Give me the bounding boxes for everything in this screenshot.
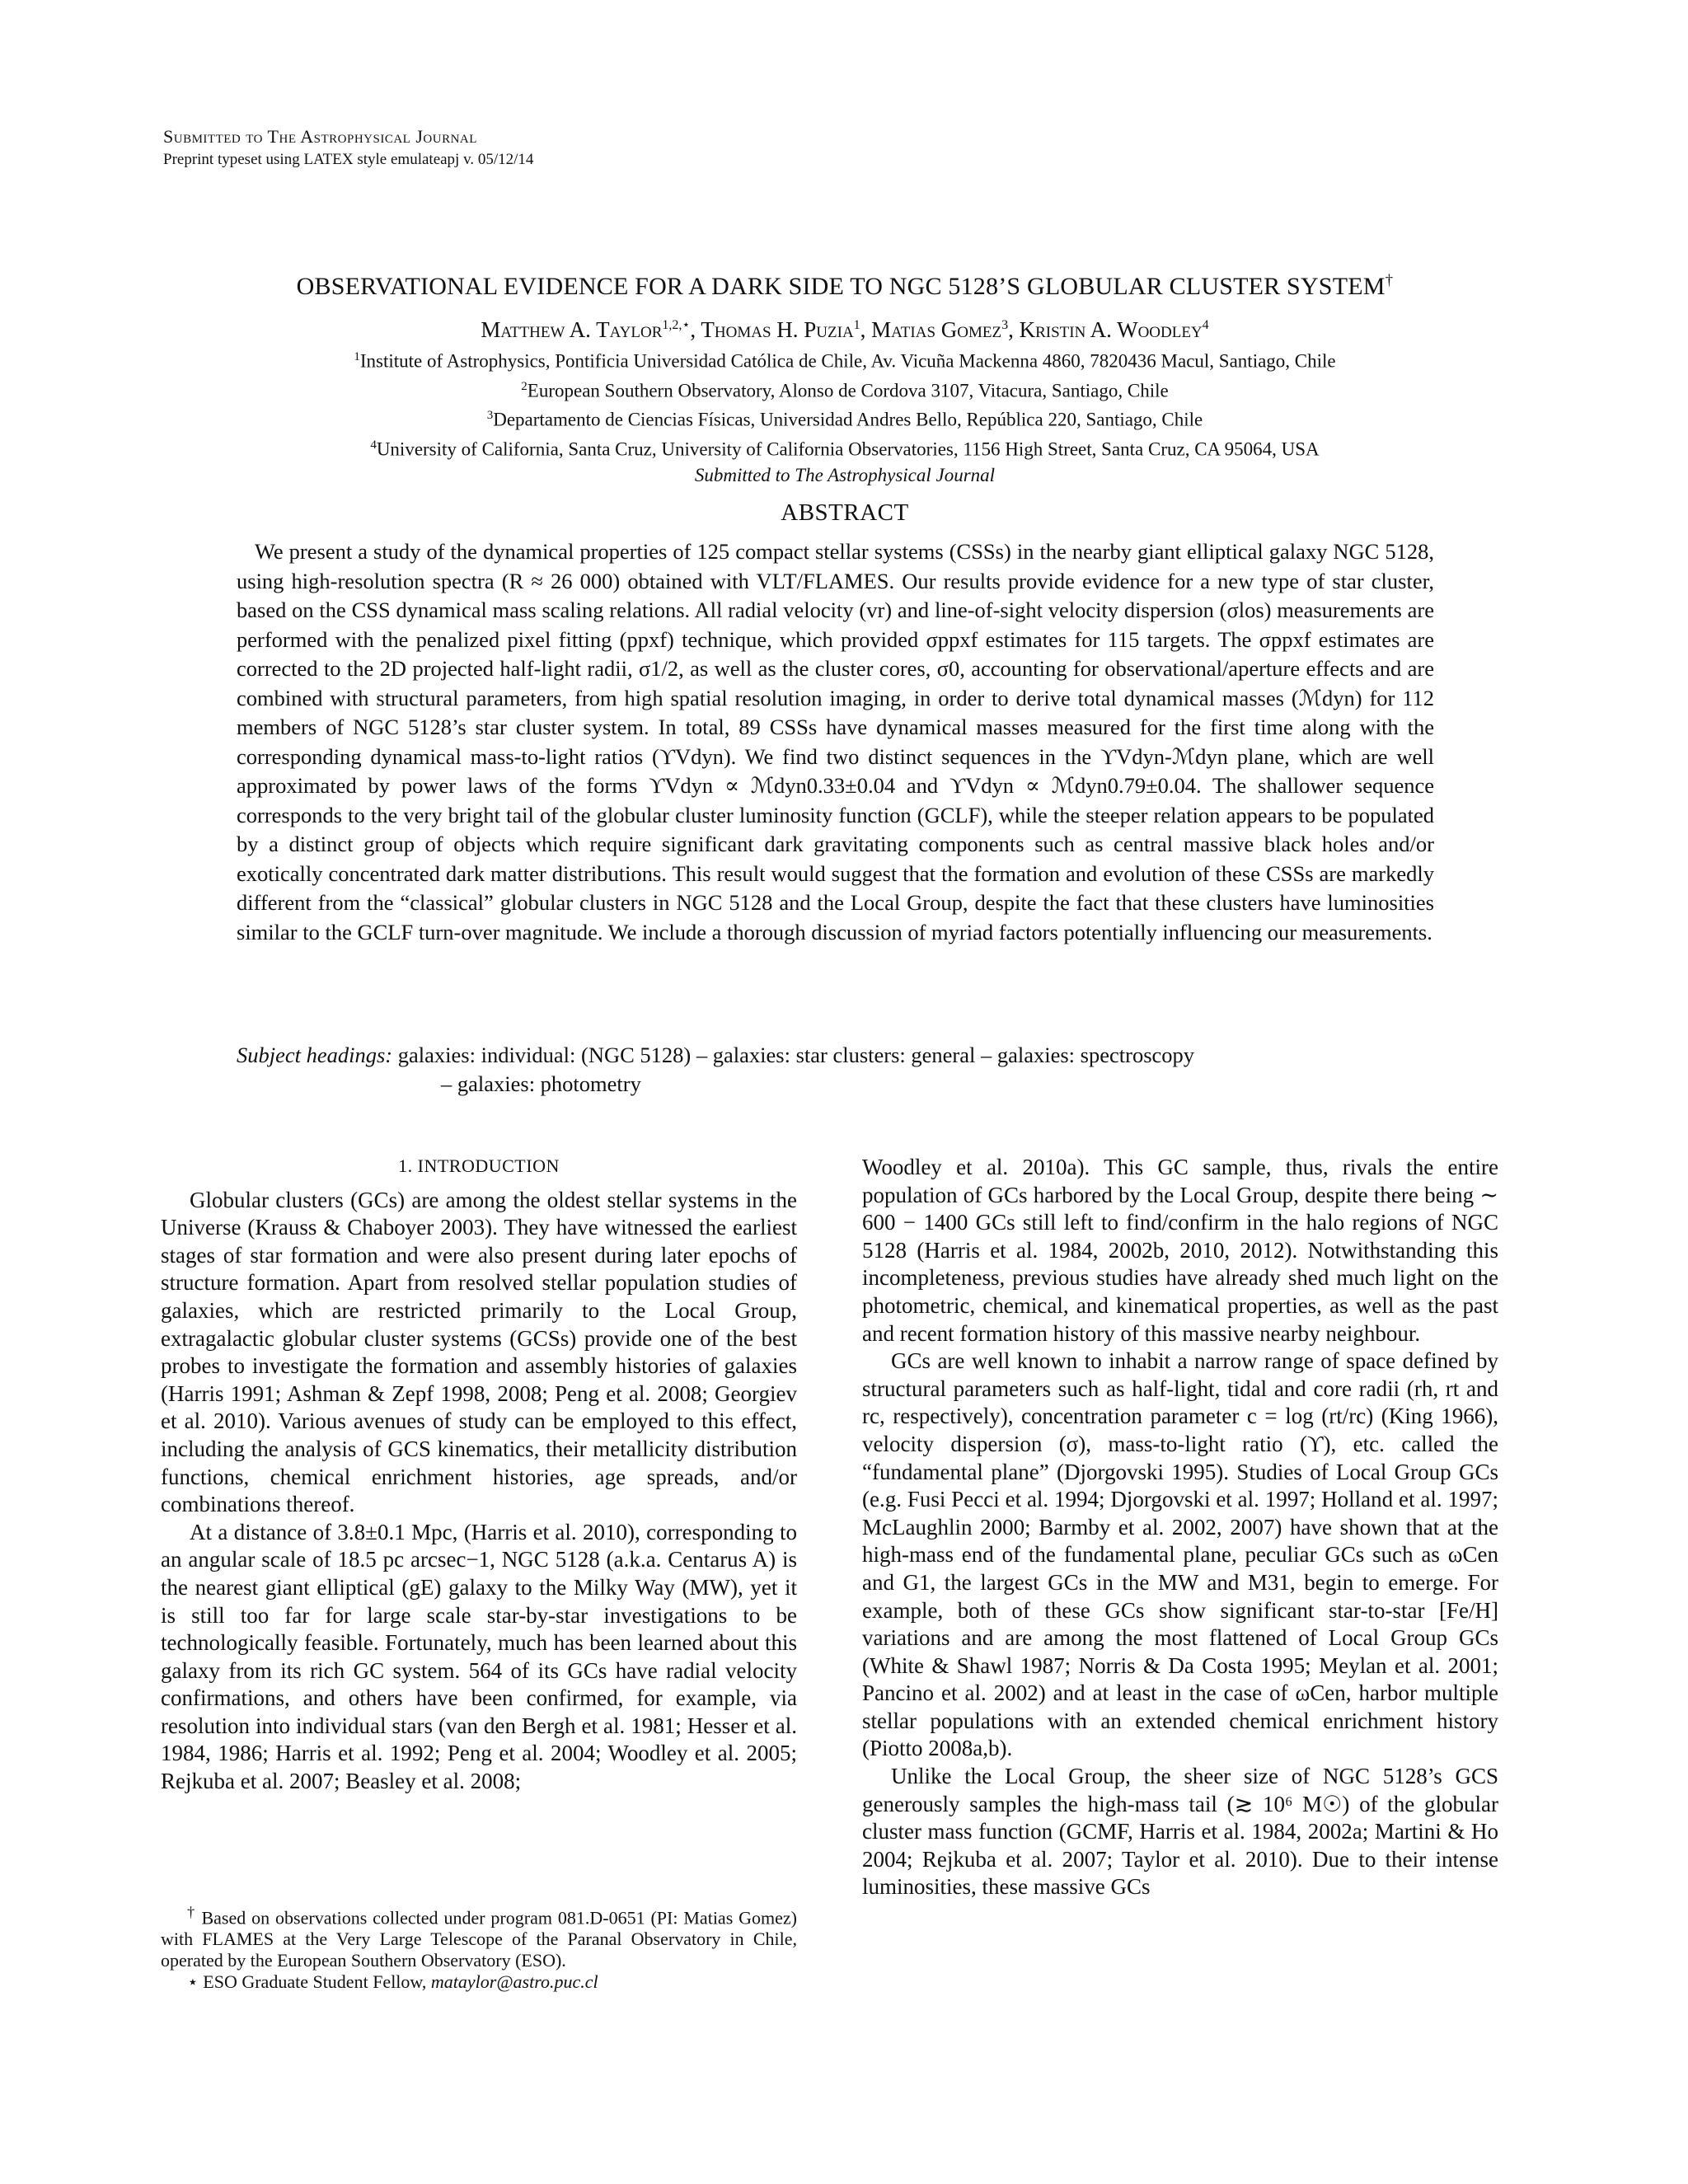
preprint-line: Preprint typeset using LATEX style emulateapj v. 05/12/14 bbox=[163, 151, 534, 168]
footnote-text: ESO Graduate Student Fellow, bbox=[203, 1971, 427, 1993]
footnotes bbox=[161, 1901, 797, 1993]
affiliation-text: Institute of Astrophysics, Pontificia Universidad Católica de Chile, Av. Vicuña Mackenna 4860, 7820436 Macul, Santiago, Chile bbox=[359, 350, 1336, 372]
journal-line: Submitted to The Astrophysical Journal bbox=[163, 126, 477, 147]
subject-headings-line1: galaxies: individual: (NGC 5128) – galaxies: star clusters: general – galaxies: spectroscopy bbox=[397, 1043, 1195, 1067]
body-paragraph: GCs are well known to inhabit a narrow range of space defined by structural parameters such as half-light, tidal and core radii (rh, rt and rc, respectively), concentration parameter c = log (rt/rc) (King 1966), velocity dispersion (σ), mass-to-light ratio (ϒ), etc. called the “fundamental plane” (Djorgovski 1995). Studies of Local Group GCs (e.g. Fusi Pecci et al. 1994; Djorgovski et al. 1997; Holland et al. 1997; McLaughlin 2000; Barmby et al. 2002, 2007) have shown that at the high-mass end of the fundamental plane, peculiar GCs such as ωCen and G1, the largest GCs in the MW and M31, begin to emerge. For example, both of these GCs show significant star-to-star [Fe/H] variations and are among the most flattened of Local Group GCs (White & Shawl 1987; Norris & Da Costa 1995; Meylan et al. 2001; Pancino et al. 2002) and at least in the case of ωCen, harbor multiple stellar populations with an extended chemical enrichment history (Piotto 2008a,b). bbox=[862, 1348, 1498, 1761]
body-paragraph: Woodley et al. 2010a). This GC sample, thus, rivals the entire population of GCs harbored by the Local Group, despite there being ∼ 600 − 1400 GCs still left to find/confirm in the halo regions of NGC 5128 (Harris et al. 1984, 2002b, 2010, 2012). Notwithstanding this incompleteness, previous studies have already shed much light on the photometric, chemical, and kinematical properties, as well as the past and recent formation history of this massive nearby neighbour. bbox=[862, 1155, 1498, 1346]
affiliation-number: 4 bbox=[370, 438, 377, 452]
affiliation-number: 1 bbox=[354, 350, 360, 363]
left-column bbox=[161, 1152, 797, 1796]
footnote-mark: ⋆ bbox=[187, 1971, 199, 1993]
affiliation-text: Departamento de Ciencias Físicas, Universidad Andres Bello, República 220, Santiago, Chile bbox=[493, 409, 1203, 430]
subject-headings bbox=[237, 1041, 1434, 1099]
abstract-heading: ABSTRACT bbox=[781, 499, 909, 526]
running-header bbox=[163, 125, 533, 171]
author-name: Matthew A. Taylor bbox=[481, 317, 663, 342]
author-affil-mark: 4 bbox=[1202, 318, 1209, 332]
affiliation bbox=[157, 403, 1533, 433]
author-name: Matias Gomez bbox=[871, 317, 1002, 342]
paper-title bbox=[157, 272, 1533, 301]
author-affil-mark: 1,2,⋆ bbox=[662, 318, 691, 332]
body-paragraph: At a distance of 3.8±0.1 Mpc, (Harris et al. 2010), corresponding to an angular scale of 18.5 pc arcsec−1, NGC 5128 (a.k.a. Centarus A) is the nearest giant elliptical (gE) galaxy to the Milky Way (MW), yet it is still too far for large scale star-by-star investigations to be technologically feasible. Fortunately, much has been learned about this galaxy from its rich GC system. 564 of its GCs have radial velocity confirmations, and others have been confirmed, for example, via resolution into individual stars (van den Bergh et al. 1981; Hesser et al. 1984, 1986; Harris et al. 1992; Peng et al. 2004; Woodley et al. 2005; Rejkuba et al. 2007; Beasley et al. 2008; bbox=[161, 1519, 797, 1794]
footnote-mark: † bbox=[187, 1904, 196, 1920]
author-affil-mark: 3 bbox=[1001, 318, 1009, 332]
affiliation bbox=[157, 433, 1533, 462]
body-paragraph: Globular clusters (GCs) are among the oldest stellar systems in the Universe (Krauss & Chaboyer 2003). They have witnessed the earliest stages of star formation and were also present during later epochs of structure formation. Apart from resolved stellar population studies of galaxies, which are restricted primarily to the Local Group, extragalactic globular cluster systems (GCSs) provide one of the best probes to investigate the formation and assembly histories of galaxies (Harris 1991; Ashman & Zepf 1998, 2008; Peng et al. 2008; Georgiev et al. 2010). Various avenues of study can be employed to this effect, including the analysis of GCS kinematics, their metallicity distribution functions, chemical enrichment histories, age spreads, and/or combinations thereof. bbox=[161, 1187, 797, 1517]
author-affil-mark: 1 bbox=[853, 318, 860, 332]
subject-headings-line2: – galaxies: photometry bbox=[441, 1071, 641, 1096]
affiliation-text: European Southern Observatory, Alonso de Cordova 3107, Vitacura, Santiago, Chile bbox=[527, 380, 1169, 401]
footnote bbox=[161, 1901, 797, 1971]
affiliation-number: 3 bbox=[486, 409, 494, 423]
author-name: Kristin A. Woodley bbox=[1019, 317, 1203, 342]
abstract-text: We present a study of the dynamical properties of 125 compact stellar systems (CSSs) in the nearby giant elliptical galaxy NGC 5128, using high-resolution spectra (R ≈ 26 000) obtained with VLT/FLAMES. Our results provide evidence for a new type of star cluster, based on the CSS dynamical mass scaling relations. All radial velocity (vr) and line-of-sight velocity dispersion (σlos) measurements are performed with the penalized pixel fitting (ppxf) technique, which provided σppxf estimates for 115 targets. The σppxf estimates are corrected to the 2D projected half-light radii, σ1/2, as well as the cluster cores, σ0, accounting for observational/aperture effects and are combined with structural parameters, from high spatial resolution imaging, in order to derive total dynamical masses (ℳdyn) for 112 members of NGC 5128’s star cluster system. In total, 89 CSSs have dynamical masses measured for the first time along with the corresponding dynamical mass-to-light ratios (ϒVdyn). We find two distinct sequences in the ϒVdyn-ℳdyn plane, which are well approximated by power laws of the forms ϒVdyn ∝ ℳdyn0.33±0.04 and ϒVdyn ∝ ℳdyn0.79±0.04. The shallower sequence corresponds to the very bright tail of the globular cluster luminosity function (GCLF), while the steeper relation appears to be populated by a distinct group of objects which require significant dark gravitating components such as central massive black holes and/or exotically concentrated dark matter distributions. This result would suggest that the formation and evolution of these CSSs are markedly different from the “classical” globular clusters in NGC 5128 and the Local Group, despite the fact that these clusters have luminosities similar to the GCLF turn-over magnitude. We include a thorough discussion of myriad factors potentially influencing our measurements. bbox=[237, 539, 1434, 944]
author-email: mataylor@astro.puc.cl bbox=[430, 1971, 598, 1993]
subject-headings-label: Subject headings: bbox=[237, 1043, 393, 1067]
abstract-body bbox=[237, 537, 1434, 947]
section-heading: 1. INTRODUCTION bbox=[398, 1155, 560, 1176]
right-column bbox=[862, 1154, 1498, 1901]
affiliation bbox=[157, 344, 1533, 374]
footnote bbox=[161, 1971, 797, 1993]
footnote-text: Based on observations collected under program 081.D-0651 (PI: Matias Gomez) with FLAMES at the Very Large Telescope of the Paranal Observatory in Chile, operated by the European Southern Observatory (ESO). bbox=[161, 1907, 798, 1971]
author-name: Thomas H. Puzia bbox=[701, 317, 854, 342]
submitted-note: Submitted to The Astrophysical Journal bbox=[694, 464, 996, 485]
affiliations bbox=[157, 344, 1533, 488]
affiliation bbox=[157, 374, 1533, 404]
author-list: Matthew A. Taylor$^{1,2,⋆}$, Thomas H. Puzia$^1$, Matias Gomez$^3$, Kristin A. Woodley$^4$ bbox=[481, 317, 1209, 342]
title-footnote-mark: † bbox=[1385, 272, 1394, 289]
affiliation-number: 2 bbox=[521, 379, 528, 393]
body-paragraph: Unlike the Local Group, the sheer size of NGC 5128’s GCS generously samples the high-mass tail (≳ 10⁶ M☉) of the globular cluster mass function (GCMF, Harris et al. 1984, 2002a; Martini & Ho 2004; Rejkuba et al. 2007; Taylor et al. 2010). Due to their intense luminosities, these massive GCs bbox=[862, 1764, 1498, 1900]
affiliation-text: University of California, Santa Cruz, University of California Observatories, 1156 High Street, Santa Cruz, CA 95064, USA bbox=[376, 438, 1320, 460]
title-text: OBSERVATIONAL EVIDENCE FOR A DARK SIDE TO NGC 5128’S GLOBULAR CLUSTER SYSTEM bbox=[296, 273, 1386, 300]
